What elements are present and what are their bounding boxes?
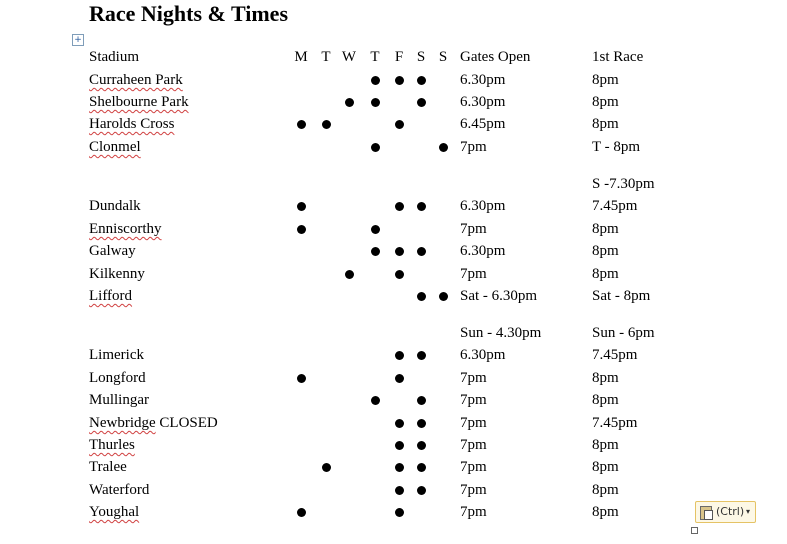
gates-open-time: 7pm xyxy=(460,437,487,453)
stadium-name xyxy=(89,285,132,307)
header-day: T xyxy=(370,49,380,65)
header-day: W xyxy=(341,49,357,65)
stadium-name-text: Longford xyxy=(89,370,146,386)
table-row xyxy=(0,434,787,456)
race-day-dot-icon xyxy=(412,389,430,411)
race-day-dot-icon xyxy=(390,412,408,434)
first-race-time: 7.45pm xyxy=(592,347,638,363)
gates-open-time: Sat - 6.30pm xyxy=(460,288,538,304)
race-day-dot-icon xyxy=(390,113,408,135)
race-day-dot-icon xyxy=(412,91,430,113)
first-race-time: 8pm xyxy=(592,72,619,88)
race-day-dot-icon xyxy=(366,91,384,113)
stadium-name-text: Galway xyxy=(89,243,136,259)
race-day-dot-icon xyxy=(390,501,408,523)
race-day-dot-icon xyxy=(390,479,408,501)
race-day-dot-icon xyxy=(390,69,408,91)
table-row xyxy=(0,456,787,478)
stadium-name xyxy=(89,344,144,366)
gates-open-time: 6.45pm xyxy=(460,116,506,132)
clipboard-icon xyxy=(700,505,712,518)
table-row xyxy=(0,479,787,501)
gates-open-time: Sun - 4.30pm xyxy=(460,325,542,341)
race-day-dot-icon xyxy=(412,240,430,262)
stadium-name-text: Waterford xyxy=(89,482,150,498)
race-day-dot-icon xyxy=(390,456,408,478)
first-race-time: S -7.30pm xyxy=(592,176,655,192)
first-race-time: 8pm xyxy=(592,459,619,475)
first-race-time: 8pm xyxy=(592,266,619,282)
stadium-name-text: Limerick xyxy=(89,347,144,363)
race-day-dot-icon xyxy=(412,195,430,217)
race-day-dot-icon xyxy=(292,218,310,240)
race-day-dot-icon xyxy=(434,285,452,307)
table-move-handle-icon[interactable]: + xyxy=(72,34,84,46)
first-race-time: 8pm xyxy=(592,504,619,520)
gates-open-time: 7pm xyxy=(460,370,487,386)
table-row xyxy=(0,91,787,113)
gates-open-time: 7pm xyxy=(460,266,487,282)
race-day-dot-icon xyxy=(292,367,310,389)
first-race-time: T - 8pm xyxy=(592,139,641,155)
stadium-name-text: Kilkenny xyxy=(89,266,145,282)
gates-open-time: 7pm xyxy=(460,415,487,431)
page-title: Race Nights & Times xyxy=(89,1,289,26)
first-race-time: 8pm xyxy=(592,370,619,386)
first-race-time: Sat - 8pm xyxy=(592,288,651,304)
race-day-dot-icon xyxy=(412,344,430,366)
stadium-name-text: Curraheen Park xyxy=(89,72,183,88)
race-day-dot-icon xyxy=(390,240,408,262)
stadium-name xyxy=(89,389,149,411)
header-day: F xyxy=(394,49,404,65)
stadium-name xyxy=(89,218,162,240)
stadium-name-text: Shelbourne Park xyxy=(89,94,189,110)
stadium-name-text: Mullingar xyxy=(89,392,149,408)
race-day-dot-icon xyxy=(317,456,335,478)
stadium-name xyxy=(89,240,136,262)
first-race-time: 8pm xyxy=(592,392,619,408)
race-day-dot-icon xyxy=(390,344,408,366)
race-day-dot-icon xyxy=(412,412,430,434)
stadium-name-text: Youghal xyxy=(89,504,140,520)
race-day-dot-icon xyxy=(390,367,408,389)
race-day-dot-icon xyxy=(366,136,384,158)
stadium-name-text: Tralee xyxy=(89,459,127,475)
header-day: T xyxy=(321,49,331,65)
race-day-dot-icon xyxy=(412,69,430,91)
stadium-name xyxy=(89,263,145,285)
gates-open-time: 6.30pm xyxy=(460,94,506,110)
stadium-name-text: Enniscorthy xyxy=(89,221,162,237)
gates-open-time: 7pm xyxy=(460,221,487,237)
table-row xyxy=(0,113,787,135)
first-race-time: 8pm xyxy=(592,94,619,110)
first-race-time: 7.45pm xyxy=(592,198,638,214)
race-day-dot-icon xyxy=(292,195,310,217)
stadium-name xyxy=(89,501,139,523)
stadium-name xyxy=(89,136,141,158)
header-first-race: 1st Race xyxy=(592,49,644,65)
gates-open-time: 6.30pm xyxy=(460,243,506,259)
race-day-dot-icon xyxy=(366,218,384,240)
chevron-down-icon: ▾ xyxy=(746,507,751,516)
race-day-dot-icon xyxy=(390,195,408,217)
stadium-name xyxy=(89,113,174,135)
race-day-dot-icon xyxy=(412,285,430,307)
stadium-name xyxy=(89,367,146,389)
race-day-dot-icon xyxy=(434,136,452,158)
stadium-name xyxy=(89,69,183,91)
table-resize-handle[interactable] xyxy=(691,527,698,534)
gates-open-time: 7pm xyxy=(460,139,487,155)
stadium-name-text: Newbridge xyxy=(89,415,156,431)
race-day-dot-icon xyxy=(366,240,384,262)
table-row xyxy=(0,263,787,285)
first-race-time: 8pm xyxy=(592,221,619,237)
gates-open-time: 6.30pm xyxy=(460,72,506,88)
race-day-dot-icon xyxy=(366,69,384,91)
header-stadium: Stadium xyxy=(89,49,140,65)
table-row xyxy=(0,136,787,158)
table-row xyxy=(0,195,787,217)
gates-open-time: 7pm xyxy=(460,482,487,498)
race-day-dot-icon xyxy=(366,389,384,411)
race-day-dot-icon xyxy=(292,501,310,523)
paste-options-label: (Ctrl) xyxy=(716,505,745,518)
gates-open-time: 7pm xyxy=(460,504,487,520)
stadium-name-text: Clonmel xyxy=(89,139,141,155)
race-day-dot-icon xyxy=(412,479,430,501)
paste-options-button[interactable] xyxy=(695,501,756,523)
stadium-name xyxy=(89,456,127,478)
header-day: M xyxy=(294,49,308,65)
first-race-time: 8pm xyxy=(592,243,619,259)
table-row xyxy=(0,173,787,195)
stadium-name xyxy=(89,91,189,113)
stadium-name xyxy=(89,434,135,456)
table-row xyxy=(0,69,787,91)
gates-open-time: 6.30pm xyxy=(460,347,506,363)
table-row xyxy=(0,218,787,240)
race-day-dot-icon xyxy=(412,434,430,456)
header-day: S xyxy=(438,49,448,65)
stadium-name-text: Dundalk xyxy=(89,198,141,214)
gates-open-time: 7pm xyxy=(460,392,487,408)
gates-open-time: 7pm xyxy=(460,459,487,475)
race-day-dot-icon xyxy=(390,434,408,456)
race-day-dot-icon xyxy=(292,113,310,135)
table-row xyxy=(0,412,787,434)
table-row xyxy=(0,389,787,411)
race-day-dot-icon xyxy=(390,263,408,285)
table-header xyxy=(0,46,787,68)
table-row xyxy=(0,285,787,307)
table-row xyxy=(0,367,787,389)
header-day: S xyxy=(416,49,426,65)
stadium-name xyxy=(89,479,149,501)
stadium-name xyxy=(89,412,218,434)
table-row xyxy=(0,501,787,523)
stadium-name-text: Harolds Cross xyxy=(89,116,175,132)
gates-open-time: 6.30pm xyxy=(460,198,506,214)
stadium-name-text: Thurles xyxy=(89,437,135,453)
first-race-time: 8pm xyxy=(592,482,619,498)
stadium-name xyxy=(89,195,141,217)
stadium-status: CLOSED xyxy=(155,415,218,431)
table-row xyxy=(0,344,787,366)
first-race-time: Sun - 6pm xyxy=(592,325,655,341)
race-day-dot-icon xyxy=(340,263,358,285)
race-day-dot-icon xyxy=(340,91,358,113)
first-race-time: 8pm xyxy=(592,437,619,453)
table-row xyxy=(0,240,787,262)
stadium-name-text: Lifford xyxy=(89,288,133,304)
header-gates-open: Gates Open xyxy=(460,49,531,65)
race-day-dot-icon xyxy=(412,456,430,478)
first-race-time: 7.45pm xyxy=(592,415,638,431)
first-race-time: 8pm xyxy=(592,116,619,132)
table-row xyxy=(0,322,787,344)
race-day-dot-icon xyxy=(317,113,335,135)
